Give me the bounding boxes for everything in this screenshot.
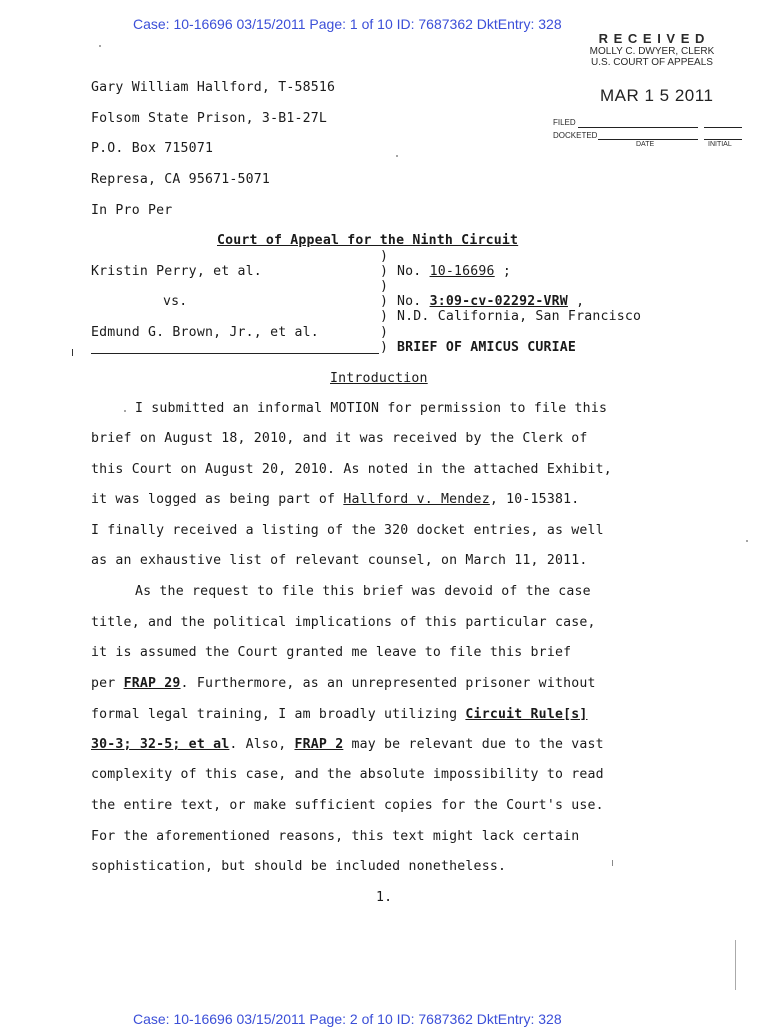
scan-edge-mark	[735, 940, 736, 990]
page-number: 1.	[376, 890, 393, 905]
body-line: brief on August 18, 2010, and it was received by the Clerk of	[91, 431, 588, 446]
received-date: MAR 1 5 2011	[600, 86, 714, 105]
section-heading: Introduction	[330, 371, 428, 386]
initial-label: INITIAL	[708, 141, 732, 148]
docket-number-suffix: ;	[502, 264, 511, 279]
body-text: , 10-15381.	[489, 492, 580, 507]
district-case-suffix: ,	[576, 294, 585, 309]
docketed-label: DOCKETED	[553, 131, 598, 140]
caption-paren: )	[380, 309, 389, 324]
body-line: complexity of this case, and the absolute impossibility to read	[91, 767, 604, 782]
ecf-header-bottom: Case: 10-16696 03/15/2011 Page: 2 of 10 ID: 7687362 DktEntry: 328	[133, 1011, 562, 1027]
caption-paren: )	[380, 294, 389, 309]
court-title: Court of Appeal for the Ninth Circuit	[217, 233, 519, 248]
scan-mark	[612, 860, 613, 866]
district-court: N.D. California, San Francisco	[397, 309, 642, 324]
scan-speck	[124, 410, 126, 412]
docket-number-label: No.	[397, 264, 422, 279]
docketed-line	[598, 139, 698, 140]
rule-citation: FRAP 29	[123, 676, 181, 691]
scan-speck	[746, 540, 748, 542]
scan-mark	[72, 349, 73, 356]
district-case-label: No.	[397, 294, 422, 309]
caption-paren: )	[380, 340, 389, 355]
body-text: formal legal training, I am broadly utilizing	[91, 707, 466, 722]
docket-number: 10-16696	[429, 264, 495, 279]
body-line: the entire text, or make sufficient copies for the Court's use.	[91, 798, 604, 813]
body-line: For the aforementioned reasons, this text might lack certain	[91, 829, 580, 844]
body-line: as an exhaustive list of relevant counsel, on March 11, 2011.	[91, 553, 588, 568]
clerk-name: MOLLY C. DWYER, CLERK	[589, 46, 715, 57]
scan-speck	[396, 155, 398, 157]
versus-label: vs.	[163, 294, 188, 309]
sender-institution: Folsom State Prison, 3-B1-27L	[91, 111, 328, 126]
body-line	[91, 737, 604, 752]
caption-paren: )	[380, 249, 389, 264]
sender-status: In Pro Per	[91, 203, 173, 218]
plaintiff-name: Kristin Perry, et al.	[91, 264, 262, 279]
rule-citation: 30-3; 32-5; et al	[91, 737, 230, 752]
filed-label: FILED	[553, 118, 576, 127]
caption-paren: )	[380, 325, 389, 340]
sender-po-box: P.O. Box 715071	[91, 141, 214, 156]
body-line: I submitted an informal MOTION for permission to file this	[135, 401, 608, 416]
body-line	[91, 707, 588, 722]
filed-initial-line	[704, 127, 742, 128]
body-line: it is assumed the Court granted me leave to file this brief	[91, 645, 572, 660]
body-line	[91, 676, 596, 691]
brief-title: BRIEF OF AMICUS CURIAE	[397, 340, 577, 355]
defendant-name: Edmund G. Brown, Jr., et al.	[91, 325, 319, 340]
date-label: DATE	[636, 141, 655, 148]
sender-name: Gary William Hallford, T-58516	[91, 80, 336, 95]
body-text: may be relevant due to the vast	[343, 737, 604, 752]
body-line: As the request to file this brief was devoid of the case	[135, 584, 591, 599]
caption-underline	[91, 353, 379, 354]
ecf-header-top: Case: 10-16696 03/15/2011 Page: 1 of 10 ID: 7687362 DktEntry: 328	[133, 16, 562, 32]
body-line: sophistication, but should be included nonetheless.	[91, 859, 507, 874]
district-case-number: 3:09-cv-02292-VRW	[429, 294, 568, 309]
docketed-initial-line	[704, 139, 742, 140]
body-line: title, and the political implications of this particular case,	[91, 615, 596, 630]
body-text: . Furthermore, as an unrepresented prisoner without	[180, 676, 596, 691]
caption-paren: )	[380, 279, 389, 294]
rule-citation: Circuit Rule[s]	[465, 707, 588, 722]
body-text: per	[91, 676, 124, 691]
body-line	[91, 492, 579, 507]
sender-city: Represa, CA 95671-5071	[91, 172, 271, 187]
court-of-appeals-label: U.S. COURT OF APPEALS	[591, 57, 713, 68]
rule-citation: FRAP 2	[294, 737, 344, 752]
body-line: I finally received a listing of the 320 docket entries, as well	[91, 523, 604, 538]
case-citation: Hallford v. Mendez	[343, 492, 490, 507]
body-line: this Court on August 20, 2010. As noted in the attached Exhibit,	[91, 462, 612, 477]
received-stamp: R E C E I V E D	[598, 31, 706, 46]
caption-paren: )	[380, 264, 389, 279]
docket-number-row	[397, 264, 511, 279]
filed-line	[578, 127, 698, 128]
district-case-row	[397, 294, 584, 309]
body-text: . Also,	[229, 737, 295, 752]
body-text: it was logged as being part of	[91, 492, 344, 507]
scan-speck	[99, 45, 101, 47]
